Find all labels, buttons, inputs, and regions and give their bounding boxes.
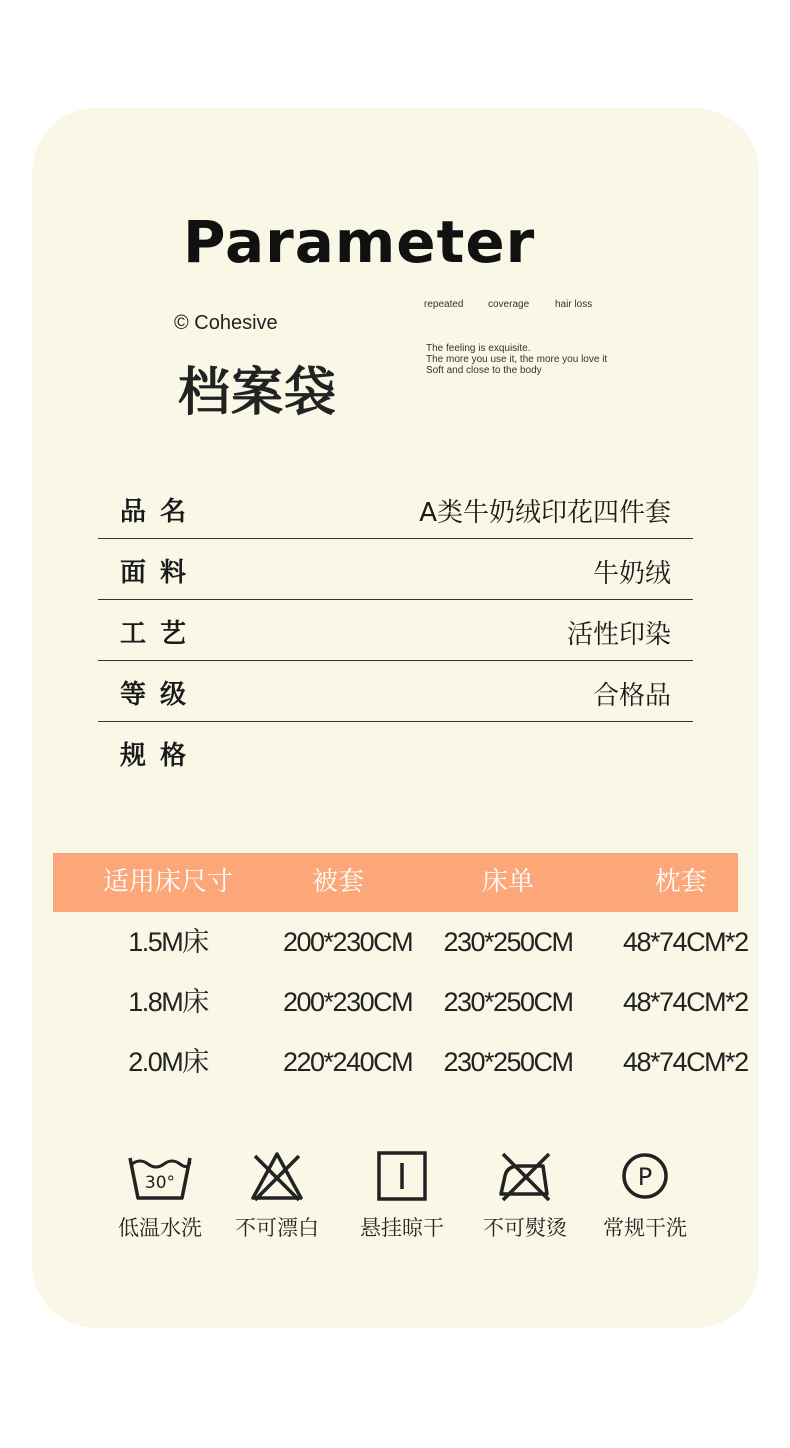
cell-duvet: 200*230CM bbox=[283, 987, 413, 1017]
cell-sheet: 230*250CM bbox=[443, 1047, 573, 1077]
brand-name: © Cohesive bbox=[174, 312, 278, 334]
dry-clean-letter: P bbox=[637, 1163, 653, 1191]
cell-sheet: 230*250CM bbox=[443, 987, 573, 1017]
param-row-fabric bbox=[98, 539, 693, 600]
header-duvet: 被套 bbox=[311, 867, 364, 897]
no-iron-icon bbox=[497, 1150, 553, 1202]
parameter-list bbox=[98, 478, 693, 782]
tag-coverage: coverage bbox=[488, 299, 530, 310]
care-dry-clean bbox=[590, 1150, 700, 1242]
table-row bbox=[53, 912, 748, 972]
care-label: 低温水洗 bbox=[118, 1216, 202, 1240]
param-value: 牛奶绒 bbox=[592, 559, 671, 589]
tag-hair-loss: hair loss bbox=[555, 299, 593, 310]
cell-bed-size: 2.0M床 bbox=[128, 1047, 208, 1077]
param-row-grade bbox=[98, 661, 693, 722]
param-label: 面料 bbox=[120, 558, 201, 588]
product-cn-title: 档案袋 bbox=[178, 363, 338, 423]
tagline-line: Soft and close to the body bbox=[426, 365, 542, 376]
care-label: 常规干洗 bbox=[603, 1216, 687, 1240]
size-table-header bbox=[53, 853, 738, 912]
cell-sheet: 230*250CM bbox=[443, 927, 573, 957]
param-row-name bbox=[98, 478, 693, 539]
header-sheet: 床单 bbox=[481, 867, 534, 897]
header-pillowcase: 枕套 bbox=[654, 867, 707, 897]
cell-pillowcase: 48*74CM*2 bbox=[623, 987, 748, 1017]
page-title: Parameter bbox=[183, 208, 536, 276]
wash-30-icon bbox=[128, 1150, 192, 1202]
care-no-iron bbox=[470, 1150, 580, 1242]
size-table bbox=[53, 853, 748, 1092]
cell-pillowcase: 48*74CM*2 bbox=[623, 1047, 748, 1077]
care-hang-dry bbox=[347, 1150, 457, 1242]
cell-bed-size: 1.8M床 bbox=[128, 987, 208, 1017]
table-row bbox=[53, 1032, 748, 1092]
cell-pillowcase: 48*74CM*2 bbox=[623, 927, 748, 957]
table-row bbox=[53, 972, 748, 1032]
tagline-line: The more you use it, the more you love it bbox=[426, 354, 608, 365]
param-value: 合格品 bbox=[592, 681, 671, 711]
tagline bbox=[426, 343, 607, 376]
header-bed-size: 适用床尺寸 bbox=[102, 867, 233, 897]
no-bleach-icon bbox=[249, 1150, 305, 1202]
param-value: A类牛奶绒印花四件套 bbox=[419, 498, 671, 528]
care-label: 不可漂白 bbox=[235, 1216, 319, 1240]
cell-bed-size: 1.5M床 bbox=[128, 927, 208, 957]
dry-clean-p-icon bbox=[619, 1150, 671, 1202]
tagline-line: The feeling is exquisite. bbox=[426, 343, 531, 354]
care-no-bleach bbox=[222, 1150, 332, 1242]
hang-dry-icon bbox=[376, 1150, 428, 1202]
wash-temp-label: 30° bbox=[144, 1173, 176, 1193]
param-row-spec bbox=[98, 722, 693, 782]
cell-duvet: 220*240CM bbox=[283, 1047, 413, 1077]
care-label: 不可熨烫 bbox=[483, 1216, 567, 1240]
cell-duvet: 200*230CM bbox=[283, 927, 413, 957]
param-label: 规格 bbox=[120, 741, 201, 771]
param-label: 品名 bbox=[120, 497, 201, 527]
care-low-temp-wash bbox=[105, 1150, 215, 1242]
care-label: 悬挂晾干 bbox=[360, 1216, 444, 1240]
param-row-craft bbox=[98, 600, 693, 661]
tag-repeated: repeated bbox=[424, 299, 464, 310]
param-label: 等级 bbox=[120, 680, 201, 710]
param-label: 工艺 bbox=[120, 619, 201, 649]
param-value: 活性印染 bbox=[566, 620, 671, 650]
care-instructions bbox=[105, 1150, 705, 1260]
feature-tags bbox=[424, 299, 592, 310]
